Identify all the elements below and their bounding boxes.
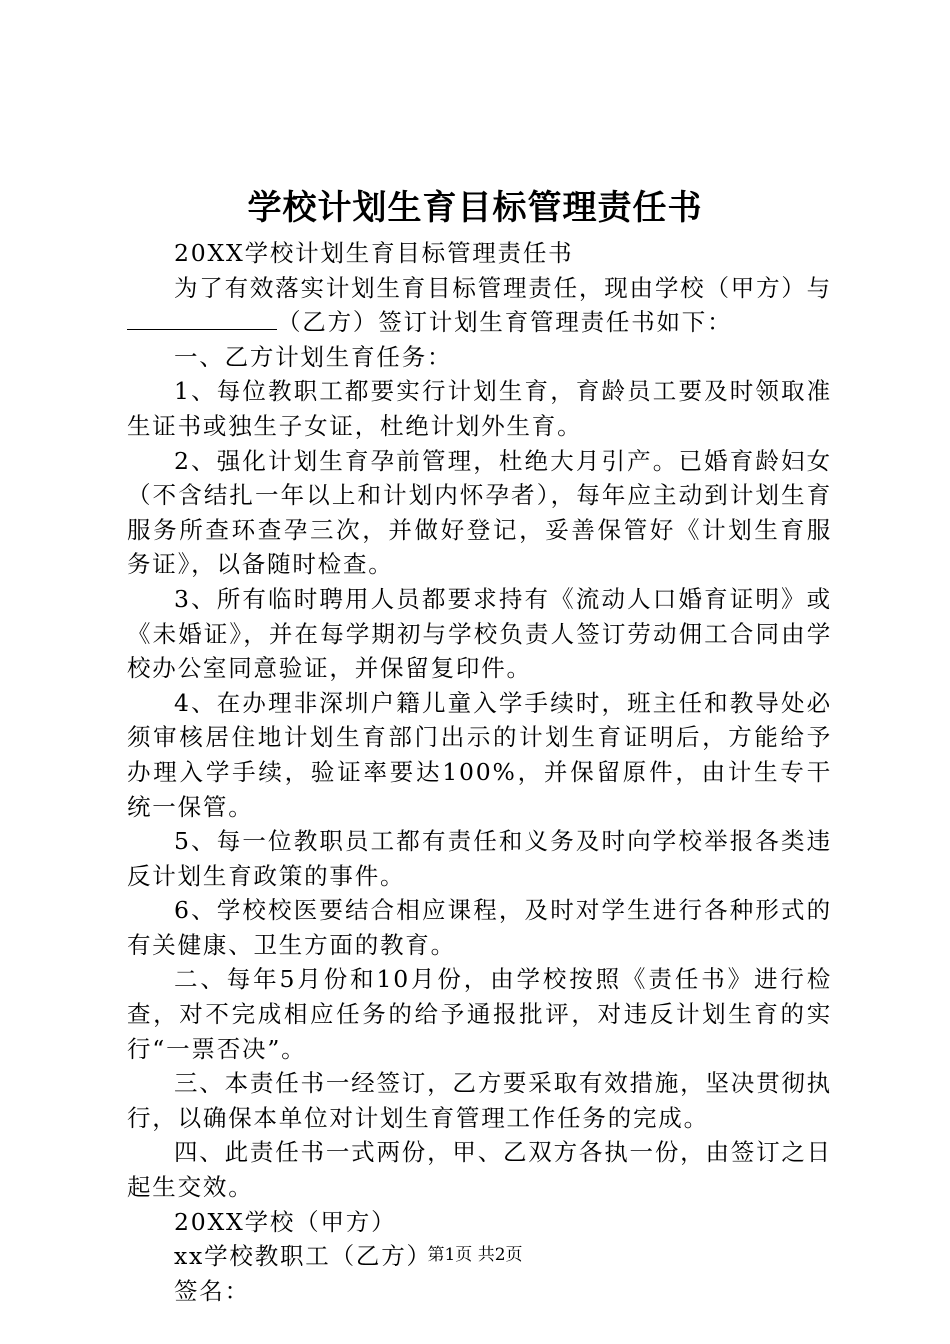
party-a-line: 20XX学校（甲方） (174, 1207, 397, 1236)
intro-text-a: 为了有效落实计划生育目标管理责任，现由学校（甲方）与 (174, 273, 832, 302)
task-item-3: 3、所有临时聘用人员都要求持有《流动人口婚育证明》或《未婚证》，并在每学期初与学校负责人签订劳动佣工合同由学校办公室同意验证，并保留复印件。 (127, 584, 832, 683)
document-title: 学校计划生育目标管理责任书 (247, 188, 703, 228)
page-number-footer: 第1页 共2页 (427, 1245, 523, 1265)
signature-line: 签名： (174, 1276, 250, 1305)
section-2-paragraph: 二、每年5月份和10月份，由学校按照《责任书》进行检查，对不完成相应任务的给予通报批评，对违反计划生育的实行“一票否决”。 (127, 965, 832, 1063)
task-item-4: 4、在办理非深圳户籍儿童入学手续时，班主任和教导处必须审核居住地计划生育部门出示的计划生育证明后，方能给予办理入学手续，验证率要达100%，并保留原件，由计生专干统一保管。 (127, 688, 832, 821)
intro-text-b: （乙方）签订计划生育管理责任书如下： (277, 308, 733, 337)
subtitle-paragraph: 20XX学校计划生育目标管理责任书 (174, 239, 574, 267)
document-body (127, 236, 832, 1308)
section-3-paragraph: 三、本责任书一经签订，乙方要采取有效措施，坚决贯彻执行，以确保本单位对计划生育管理工作任务的完成。 (127, 1069, 832, 1132)
section-4-paragraph: 四、此责任书一式两份，甲、乙双方各执一份，由签订之日起生交效。 (127, 1138, 832, 1202)
task-item-6: 6、学校校医要结合相应课程，及时对学生进行各种形式的有关健康、卫生方面的教育。 (127, 896, 832, 959)
intro-paragraph (127, 271, 832, 340)
task-item-5: 5、每一位教职员工都有责任和义务及时向学校举报各类违反计划生育政策的事件。 (127, 827, 832, 890)
section-1-heading: 一、乙方计划生育任务： (174, 342, 453, 371)
task-item-1: 1、每位教职工都要实行计划生育，育龄员工要及时领取准生证书或独生子女证，杜绝计划外生育。 (127, 377, 832, 440)
party-b-line: xx学校教职工（乙方） (174, 1242, 432, 1271)
task-item-2: 2、强化计划生育孕前管理，杜绝大月引产。已婚育龄妇女（不含结扎一年以上和计划内怀孕者），每年应主动到计划生育服务所查环查孕三次，并做好登记，妥善保管好《计划生育服务证》，以备随时检查。 (127, 446, 832, 579)
party-b-blank-line (127, 307, 277, 330)
